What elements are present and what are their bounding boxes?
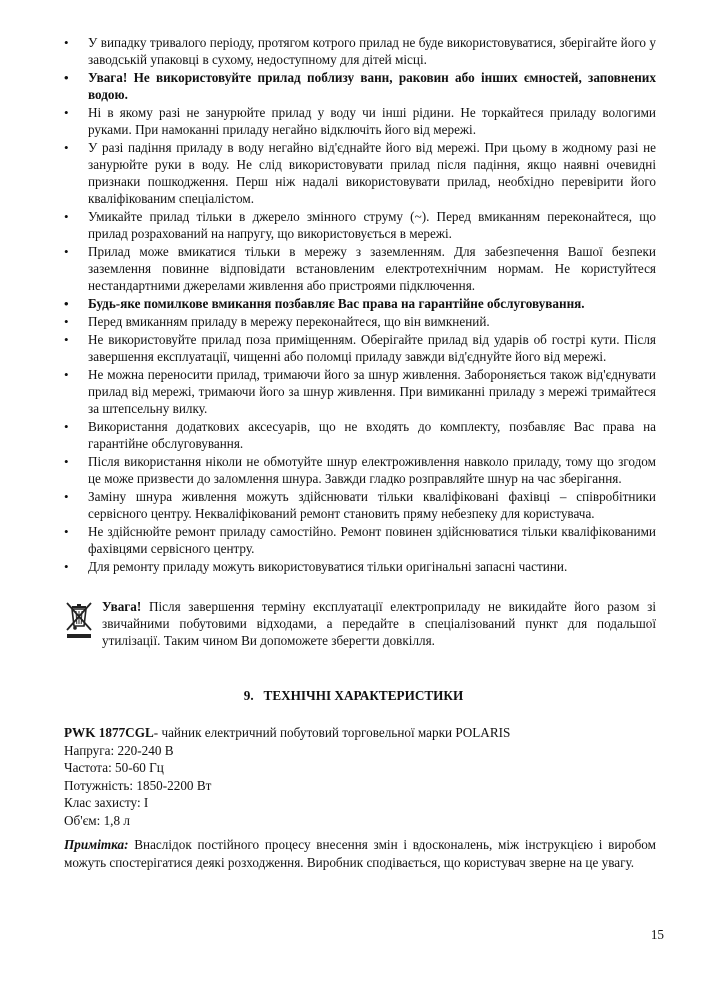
list-item: • Прилад може вмикатися тільки в мережу з заземленням. Для забезпечення Вашої безпеки заземлення повинне відповідати встановленим електротехнічним нормам. Не користуйтеся нестандартними джерелами живлення або пристроями підключення. — [64, 243, 656, 294]
note-text: Внаслідок постійного процесу внесення змін і вдосконалень, між інструкцією і виробом можуть спостерігатися деякі розходження. Виробник сподівається, що користувач зверне на це увагу. — [64, 837, 656, 870]
list-item: • Ні в якому разі не занурюйте прилад у воду чи інші рідини. Не торкайтеся приладу вологими руками. При намоканні приладу негайно відключіть його від мережі. — [64, 104, 656, 138]
page-number: 15 — [650, 927, 664, 942]
list-item: • Перед вмиканням приладу в мережу переконайтеся, що він вимкнений. — [64, 313, 656, 330]
section-title: ТЕХНІЧНІ ХАРАКТЕРИСТИКИ — [263, 688, 464, 703]
spec-frequency: Частота: 50-60 Гц — [64, 760, 164, 775]
spec-volume: Об'єм: 1,8 л — [64, 812, 130, 828]
list-item: • Для ремонту приладу можуть використовуватися тільки оригінальні запасні частини. — [64, 558, 656, 575]
disposal-notice — [62, 598, 656, 649]
spec-voltage: Напруга: 220-240 В — [64, 742, 174, 758]
spec-protection-class: Клас захисту: I — [64, 795, 149, 810]
list-item: • Умикайте прилад тільки в джерело змінного струму (~). Перед вмиканням переконайтеся, що прилад розрахований на напругу, що використовується в мережі. — [64, 208, 656, 242]
list-item: • Не здійснюйте ремонт приладу самостійно. Ремонт повинен здійснюватися тільки кваліфікованими фахівцями сервісного центру. — [64, 523, 656, 557]
disposal-notice-text — [102, 598, 656, 649]
note-paragraph — [64, 836, 656, 872]
disposal-notice-label: Увага! — [102, 599, 142, 614]
section-heading — [0, 688, 707, 704]
section-number: 9. — [243, 688, 254, 703]
list-item: • Використання додаткових аксесуарів, що не входять до комплекту, позбавляє Вас права на гарантійне обслуговування. — [64, 418, 656, 452]
list-item: • Заміну шнура живлення можуть здійснювати тільки кваліфіковані фахівці – співробітники сервісного центру. Некваліфікований ремонт становить пряму небезпеку для користувача. — [64, 488, 656, 522]
disposal-notice-body: Після завершення терміну експлуатації електроприладу не викидайте його разом зі звичайними побутовими відходами, а передайте в спеціалізований пункт для подальшої утилізації. Таким чином Ви допоможете зберегти довкілля. — [102, 599, 656, 648]
safety-instructions-list — [64, 34, 656, 576]
spec-power: Потужність: 1850-2200 Вт — [64, 777, 212, 793]
list-item: • Не використовуйте прилад поза приміщенням. Оберігайте прилад від ударів об гострі кути. Після завершення експлуатації, чищенні або поломці приладу завжди від'єднуйте його від мережі. — [64, 331, 656, 365]
technical-specs — [64, 724, 656, 829]
note-label: Примітка: — [64, 837, 129, 852]
list-item: • Після використання ніколи не обмотуйте шнур електроживлення навколо приладу, тому що згодом це може призвести до заломлення шнура. Завжди гладко розправляйте шнур на час зберігання. — [64, 453, 656, 487]
list-item: • Не можна переносити прилад, тримаючи його за шнур живлення. Забороняється також від'єднувати прилад від мережі, тримаючи його за шнур живлення. При вимиканні приладу з мережі тримайтеся за штепсельну вилку. — [64, 366, 656, 417]
list-item: • У випадку тривалого періоду, протягом котрого прилад не буде використовуватися, зберігайте його у заводській упаковці в сухому, недоступному для дітей місці. — [64, 34, 656, 68]
list-item-warning: • Будь-яке помилкове вмикання позбавляє Вас права на гарантійне обслуговування. — [64, 295, 656, 312]
list-item-warning: • Увага! Не використовуйте прилад поблизу ванн, раковин або інших ємностей, заповнених водою. — [64, 69, 656, 103]
spec-model: PWK 1877CGL — [64, 725, 154, 740]
spec-model-description: - чайник електричний побутовий торговельної марки POLARIS — [153, 725, 511, 740]
crossed-out-wheelie-bin-icon — [64, 600, 94, 640]
list-item: • У разі падіння приладу в воду негайно від'єднайте його від мережі. При цьому в жодному разі не занурюйте руки в воду. Не слід використовувати прилад після падіння, якщо наявні очевидні признаки пошкодження. Перш ніж надалі використовувати прилад, необхідно перевірити його кваліфікованим спеціалістом. — [64, 139, 656, 207]
spec-model-line — [64, 724, 656, 742]
